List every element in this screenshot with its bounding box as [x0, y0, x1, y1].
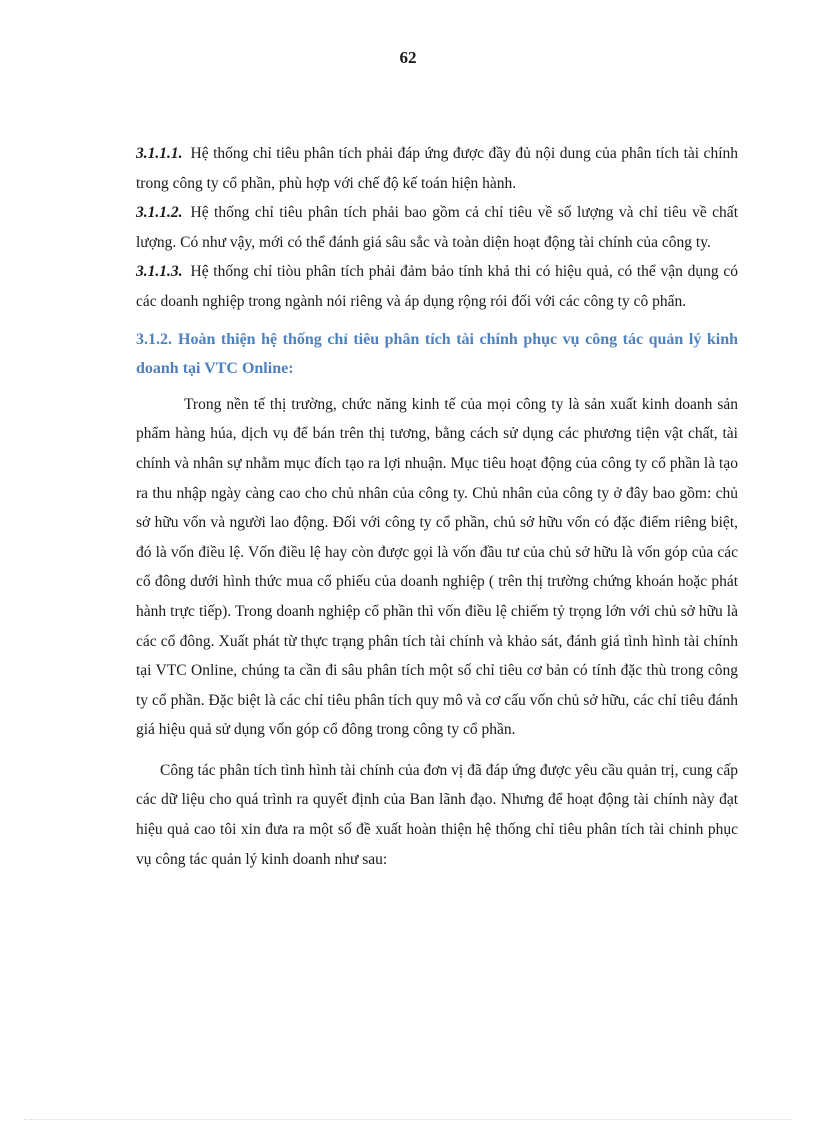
page-bottom-divider: [24, 1119, 792, 1120]
item-text: Hệ thống chỉ tiêu phân tích phải bao gồm cả chỉ tiêu về số lượng và chỉ tiêu về chất lượng. Có như vậy, mới có thể đánh giá sâu sắc và toàn diện hoạt động tài chính của công ty.: [136, 204, 738, 251]
page-body: [136, 139, 738, 874]
item-text: Hệ thống chỉ tiêu phân tích phải đáp ứng được đầy đủ nội dung của phân tích tài chính trong công ty cổ phần, phù hợp với chế độ kế toán hiện hành.: [136, 145, 738, 192]
item-number: 3.1.1.1.: [136, 145, 183, 162]
list-item: [136, 139, 738, 198]
page-number: 62: [399, 48, 417, 67]
section-heading: [136, 325, 738, 384]
body-paragraph: Công tác phân tích tình hình tài chính của đơn vị đã đáp ứng được yêu cầu quản trị, cung cấp các dữ liệu cho quá trình ra quyết định của Ban lãnh đạo. Nhưng để hoạt động tài chính này đạt hiệu quả cao tôi xin đưa ra một số đề xuất hoàn thiện hệ thống chỉ tiêu phân tích tài chinh phục vụ công tác quản lý kinh doanh như sau:: [136, 761, 738, 868]
section-title: Hoàn thiện hệ thống chỉ tiêu phân tích tài chính phục vụ công tác quản lý kinh doanh tại VTC Online:: [136, 330, 738, 378]
list-item: [136, 257, 738, 316]
section-number: 3.1.2.: [136, 330, 172, 348]
item-number: 3.1.1.2.: [136, 204, 183, 222]
list-item: [136, 198, 738, 257]
item-number: 3.1.1.3.: [136, 263, 183, 281]
body-paragraph: Trong nền tế thị trường, chức năng kinh tế của mọi công ty là sản xuất kinh doanh sản phẩm hàng húa, dịch vụ để bán trên thị tương, bằng cách sử dụng các phương tiện vật chất, tài chính và nhân sự nhằm mục đích tạo ra lợi nhuận. Mục tiêu hoạt động của công ty cổ phần là tạo ra thu nhập ngày càng cao cho chủ nhân của công ty. Chủ nhân của công ty ở đây bao gồm: chủ sở hữu vốn và người lao động. Đối với công ty cổ phần, chủ sở hữu vốn có đặc điểm riêng biệt, đó là vốn điều lệ. Vốn điều lệ hay còn được gọi là vốn đầu tư của chủ sở hữu là vốn góp của các cổ đông dưới hình thức mua cổ phiếu của doanh nghiệp ( trên thị trường chứng khoán hoặc phát hành trực tiếp). Trong doanh nghiệp cổ phần thì vốn điều lệ chiếm tỷ trọng lớn với chủ sở hữu là các cổ đông. Xuất phát từ thực trạng phân tích tài chính và khảo sát, đánh giá tình hình tài chính tại VTC Online, chúng ta cần đi sâu phân tích một số chỉ tiêu cơ bản có tính đặc thù trong công ty cổ phần. Đặc biệt là các chỉ tiêu phân tích quy mô và cơ cấu vốn chủ sở hữu, các chỉ tiêu đánh giá hiệu quả sử dụng vốn góp cổ đông trong công ty cổ phần.: [136, 395, 738, 739]
item-text: Hệ thống chỉ tiòu phân tích phải đảm bảo tính khả thi có hiệu quả, có thể vận dụng có các doanh nghiệp trong ngành nói riêng và áp dụng rộng rói đối với các công ty cô phẩn.: [136, 263, 738, 310]
